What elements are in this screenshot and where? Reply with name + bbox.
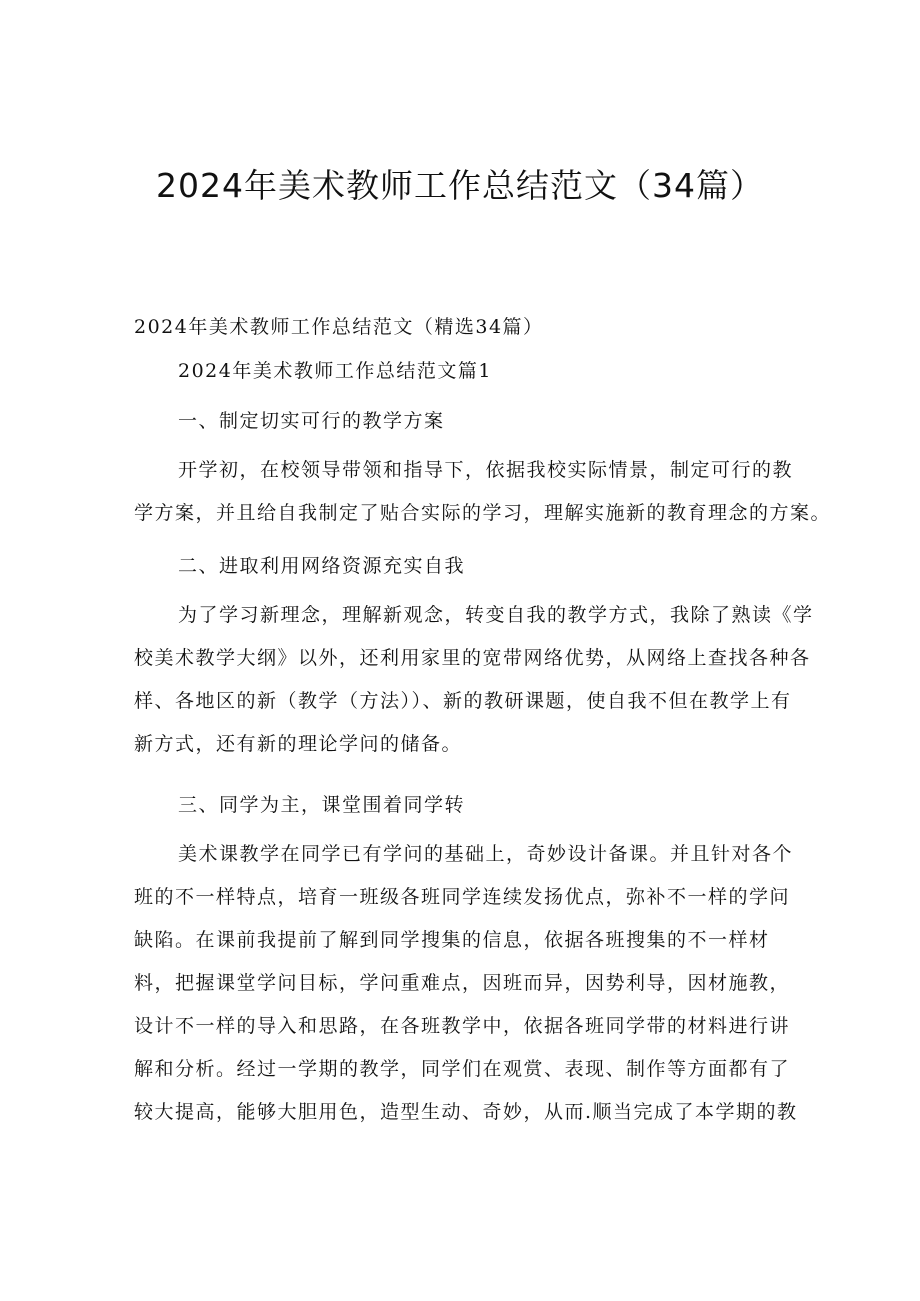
paragraph-line: 开学初，在校领导带领和指导下，依据我校实际情景，制定可行的教 bbox=[178, 459, 794, 481]
paragraph-2 bbox=[134, 594, 814, 766]
paragraph-line: 解和分析。经过一学期的教学，同学们在观赏、表现、制作等方面都有了 bbox=[134, 1058, 791, 1080]
paragraph-line: 设计不一样的导入和思路，在各班教学中，依据各班同学带的材料进行讲 bbox=[134, 1015, 791, 1037]
section-title: 2024年美术教师工作总结范文篇1 bbox=[178, 360, 492, 382]
heading-2: 二、进取利用网络资源充实自我 bbox=[178, 555, 466, 577]
paragraph-line: 为了学习新理念，理解新观念，转变自我的教学方式，我除了熟读《学 bbox=[178, 604, 814, 626]
paragraph-line: 学方案，并且给自我制定了贴合实际的学习，理解实施新的教育理念的方案。 bbox=[134, 502, 832, 524]
paragraph-line: 美术课教学在同学已有学问的基础上，奇妙设计备课。并且针对各个 bbox=[178, 843, 794, 865]
paragraph-line: 班的不一样特点，培育一班级各班同学连续发扬优点，弥补不一样的学问 bbox=[134, 886, 791, 908]
paragraph-3 bbox=[134, 833, 798, 1134]
document-subtitle: 2024年美术教师工作总结范文（精选34篇） bbox=[134, 316, 544, 338]
paragraph-line: 校美术教学大纲》以外，还利用家里的宽带网络优势，从网络上查找各种各 bbox=[134, 647, 811, 669]
paragraph-line: 较大提高，能够大胆用色，造型生动、奇妙，从而.顺当完成了本学期的教 bbox=[134, 1101, 798, 1123]
document-title: 2024年美术教师工作总结范文（34篇） bbox=[156, 166, 764, 205]
heading-3: 三、同学为主，课堂围着同学转 bbox=[178, 794, 466, 816]
paragraph-line: 料，把握课堂学问目标，学问重难点，因班而异，因势利导，因材施教， bbox=[134, 972, 791, 994]
paragraph-line: 缺陷。在课前我提前了解到同学搜集的信息，依据各班搜集的不一样材 bbox=[134, 929, 770, 951]
heading-1: 一、制定切实可行的教学方案 bbox=[178, 410, 445, 432]
paragraph-line: 新方式，还有新的理论学问的储备。 bbox=[134, 733, 463, 755]
paragraph-line: 样、各地区的新（教学（方法））、新的教研课题，使自我不但在教学上有 bbox=[134, 690, 792, 712]
paragraph-1 bbox=[134, 449, 832, 535]
